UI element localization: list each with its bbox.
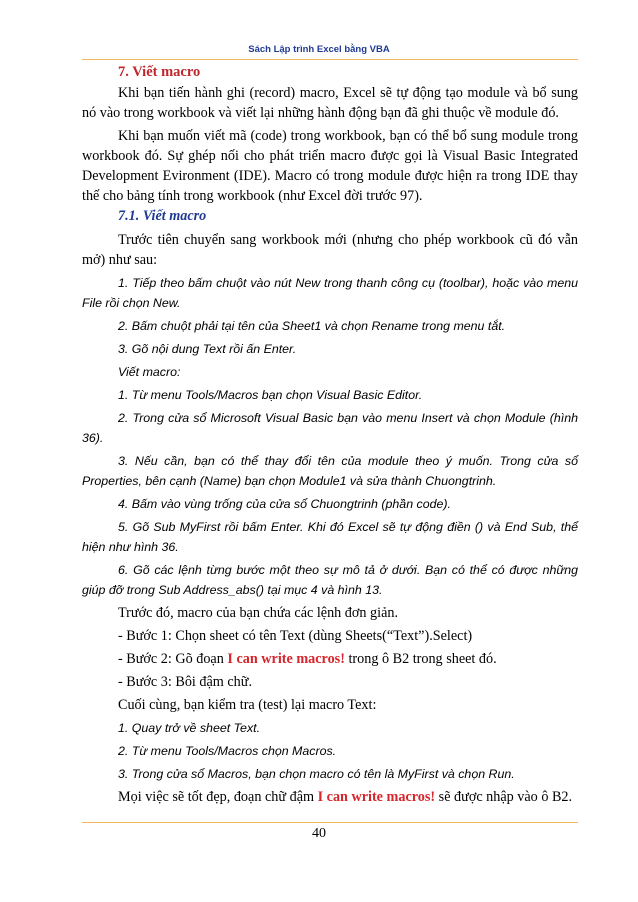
footer-divider	[82, 822, 578, 823]
page-body	[82, 62, 578, 807]
running-header: Sách Lập trình Excel bằng VBA	[248, 44, 390, 55]
step-b-2: 2. Trong cửa sổ Microsoft Visual Basic bạn vào menu Insert và chọn Module (hình 36).	[82, 411, 578, 445]
paragraph-intro-1: Khi bạn tiến hành ghi (record) macro, Excel sẽ tự động tạo module và bổ sung nó vào trong workbook và viết lại những hành động bạn đã ghi thuộc về module đó.	[82, 85, 578, 121]
step-b-6: 6. Gõ các lệnh từng bước một theo sự mô tả ở dưới. Bạn có thể có được những giúp đỡ trong Sub Address_abs() tại mục 4 và hình 13.	[82, 563, 578, 597]
bullet-step-2	[82, 649, 578, 669]
step-b-5: 5. Gõ Sub MyFirst rồi bấm Enter. Khi đó Excel sẽ tự động điền () và End Sub, thể hiện như hình 36.	[82, 520, 578, 554]
step-c-1: 1. Quay trở về sheet Text.	[118, 721, 261, 735]
header-divider	[82, 59, 578, 60]
step-c-2: 2. Từ menu Tools/Macros chọn Macros.	[118, 744, 337, 758]
write-macro-label: Viết macro:	[118, 365, 181, 379]
paragraph-before: Trước đó, macro của bạn chứa các lệnh đơn giản.	[118, 605, 399, 621]
bullet-step-3: - Bước 3: Bôi đậm chữ.	[118, 674, 252, 690]
section-heading: 7. Viết macro	[118, 64, 201, 80]
highlight-text: I can write macros!	[227, 651, 345, 667]
step-b-3: 3. Nếu cần, bạn có thể thay đổi tên của module theo ý muốn. Trong cửa sổ Properties, bên cạnh (Name) bạn chọn Module1 và sửa thành Chuongtrinh.	[82, 454, 578, 488]
step-c-3: 3. Trong cửa sổ Macros, bạn chọn macro có tên là MyFirst và chọn Run.	[118, 767, 515, 781]
bullet-step-1: - Bước 1: Chọn sheet có tên Text (dùng Sheets(“Text”).Select)	[118, 628, 473, 644]
bullet-step-2-suffix: trong ô B2 trong sheet đó.	[344, 651, 497, 667]
closing-prefix: Mọi việc sẽ tốt đẹp, đoạn chữ đậm	[118, 789, 318, 805]
paragraph-test: Cuối cùng, bạn kiểm tra (test) lại macro Text:	[118, 697, 377, 713]
paragraph-closing	[82, 787, 578, 807]
step-b-4: 4. Bấm vào vùng trống của cửa sổ Chuongtrinh (phần code).	[118, 497, 451, 511]
bullet-step-2-prefix: - Bước 2: Gõ đoạn	[118, 651, 228, 667]
page-number: 40	[312, 826, 326, 841]
step-a-1: 1. Tiếp theo bấm chuột vào nút New trong thanh công cụ (toolbar), hoặc vào menu File rồi chọn New.	[82, 276, 578, 310]
paragraph-subsection-intro: Trước tiên chuyển sang workbook mới (nhưng cho phép workbook cũ đó vẫn mở) như sau:	[82, 232, 578, 268]
step-a-3: 3. Gõ nội dung Text rồi ấn Enter.	[118, 342, 297, 356]
subsection-heading: 7.1. Viết macro	[118, 208, 207, 224]
closing-highlight-text: I can write macros!	[317, 789, 436, 805]
paragraph-intro-2: Khi bạn muốn viết mã (code) trong workbook, bạn có thể bổ sung module trong workbook đó. Sự ghép nối cho phát triển macro được gọi là Visual Basic Integrated Development Evironment (IDE). Macro có trong module được hiện ra trong IDE thay thế cho bảng tính trong workbook (như Excel đời trước 97).	[82, 128, 578, 204]
step-a-2: 2. Bấm chuột phải tại tên của Sheet1 và chọn Rename trong menu tắt.	[118, 319, 506, 333]
closing-suffix: sẽ được nhập vào ô B2.	[435, 789, 573, 805]
step-b-1: 1. Từ menu Tools/Macros bạn chọn Visual Basic Editor.	[118, 388, 423, 402]
